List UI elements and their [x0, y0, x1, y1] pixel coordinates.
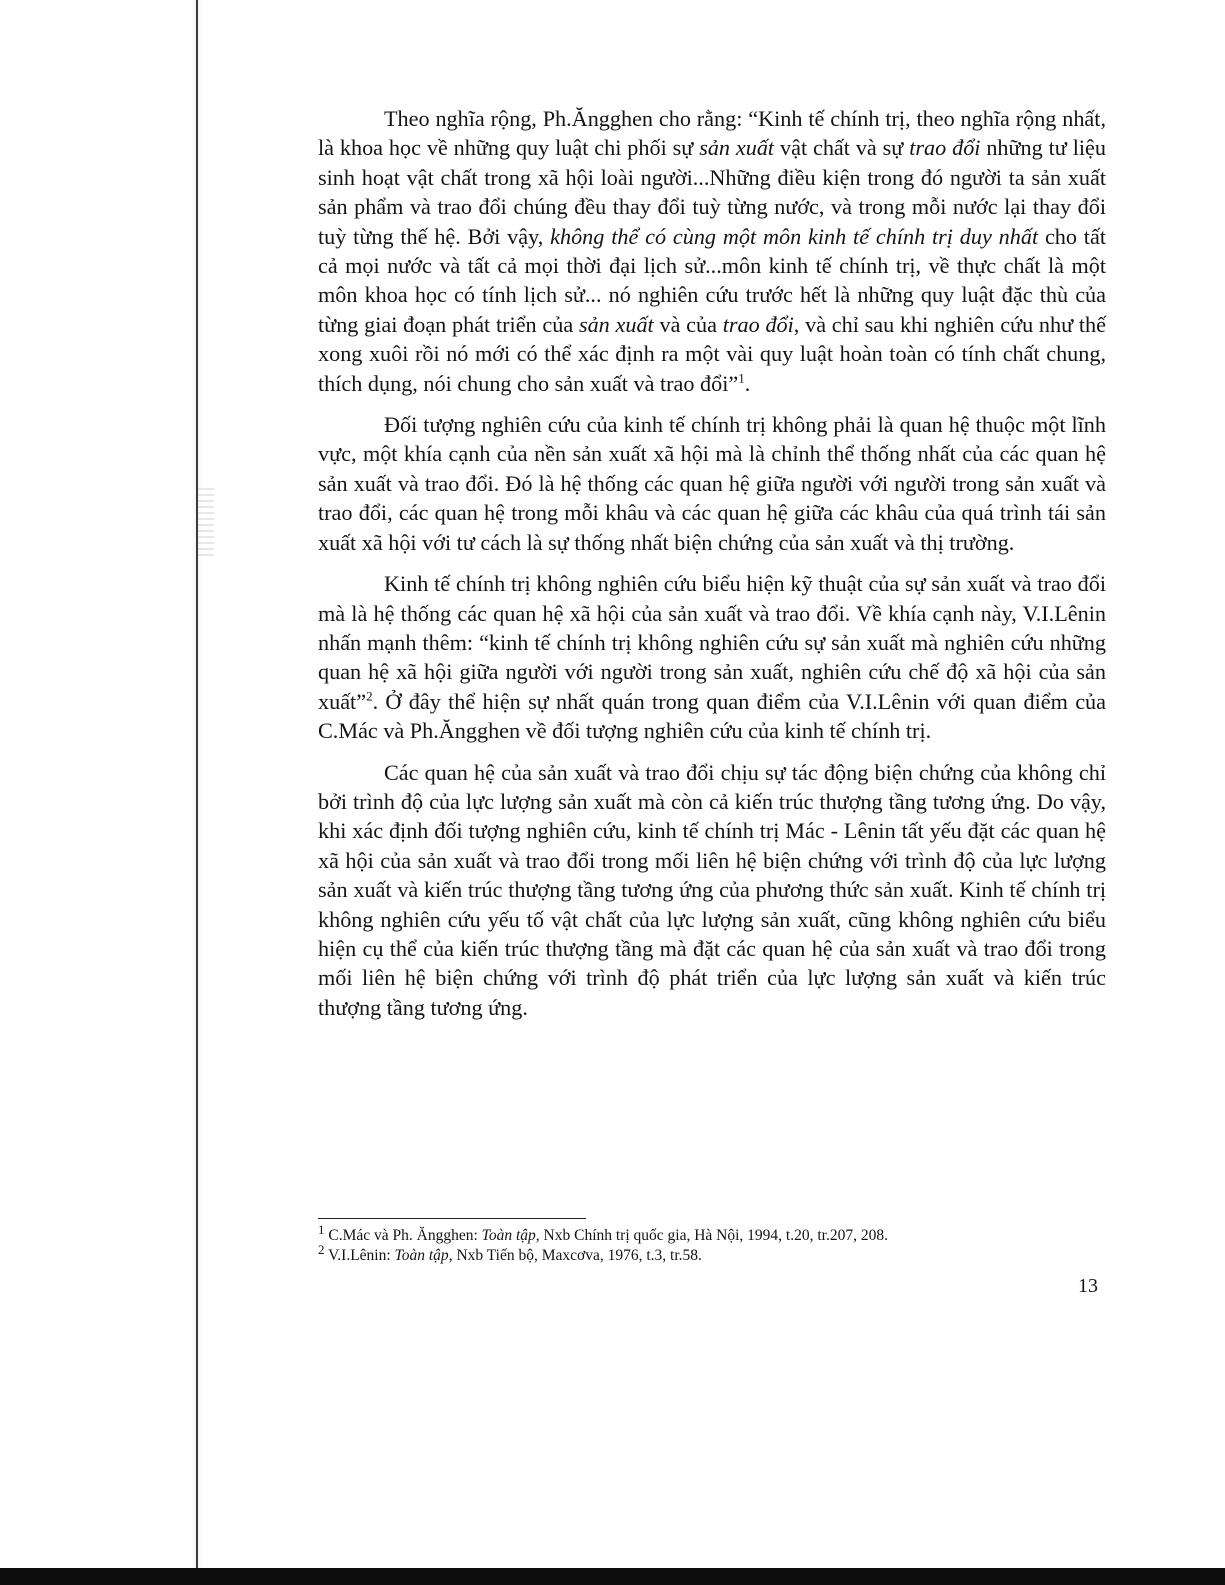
- footnote-text: , Nxb Tiến bộ, Maxcơva, 1976, t.3, tr.58.: [448, 1247, 702, 1264]
- paragraph-text: những tư liệu sinh hoạt vật chất trong xã hội loài người...Những điều kiện trong đó người ta sản xuất sản phẩm và trao đổi chúng đều thay đổi tuỳ từng nước, và trong mỗi nước lại thay đổi tuỳ từng thế hệ. Bởi vậy,: [318, 135, 1106, 249]
- paragraph-text: Kinh tế chính trị không nghiên cứu biểu hiện kỹ thuật của sự sản xuất và trao đổi mà là hệ thống các quan hệ xã hội của sản xuất và trao đổi. Về khía cạnh này, V.I.Lênin nhấn mạnh thêm: “kinh tế chính trị không nghiên cứu sự sản xuất mà nghiên cứu những quan hệ xã hội giữa người với người trong sản xuất, nghiên cứu chế độ xã hội của sản xuất”: [318, 571, 1106, 714]
- footnotes: [318, 1221, 1106, 1266]
- footnote-text: C.Mác và Ph. Ăngghen:: [324, 1227, 482, 1244]
- paragraph-text: , và chỉ sau khi nghiên cứu như thế xong xuôi rồi nó mới có thể xác định ra một vài quy luật hoàn toàn có tính chất chung, thích dụng, nói chung cho sản xuất và trao đổi”: [318, 311, 1106, 396]
- scan-artifact: [198, 488, 214, 558]
- paragraph: [318, 569, 1106, 745]
- page-number: 13: [1078, 1275, 1098, 1297]
- footnote-text: V.I.Lênin:: [324, 1247, 395, 1264]
- paragraph-text: và của: [653, 311, 723, 337]
- footnote-italic-text: Toàn tập: [394, 1247, 449, 1264]
- footnote-italic-text: Toàn tập,: [481, 1227, 540, 1244]
- scan-bottom-border: [0, 1568, 1225, 1585]
- paragraph-text: . Ở đây thể hiện sự nhất quán trong quan điểm của V.I.Lênin với quan điểm của C.Mác và Ph.Ăngghen về đối tượng nghiên cứu của kinh tế chính trị.: [318, 688, 1106, 744]
- book-spine-edge: [196, 0, 198, 1585]
- scan-margin-left: [0, 0, 204, 1585]
- paragraph: [318, 104, 1106, 398]
- footnote-ref: 1: [738, 370, 745, 386]
- main-text: [318, 104, 1106, 1034]
- paragraph-text: .: [744, 370, 751, 396]
- footnote-text: Nxb Chính trị quốc gia, Hà Nội, 1994, t.20, tr.207, 208.: [539, 1227, 888, 1244]
- footnote-1: [318, 1221, 1106, 1246]
- paragraph-text: Theo nghĩa rộng, Ph.Ăngghen cho rằng: “Kinh tế chính trị, theo nghĩa rộng nhất, là khoa học về những quy luật chi phối sự: [318, 106, 1106, 161]
- paragraph-italic-text: sản xuất: [578, 311, 654, 337]
- paragraph-text: cho tất cả mọi nước và tất cả mọi thời đại lịch sử...môn kinh tế chính trị, về thực chất là một môn khoa học có tính lịch sử... nó nghiên cứu trước hết là những quy luật đặc thù của từng giai đoạn phát triển của: [318, 223, 1106, 337]
- paragraph: [318, 758, 1106, 1023]
- footnote-mark: 2: [318, 1241, 325, 1257]
- paragraph-text: Đối tượng nghiên cứu của kinh tế chính trị không phải là quan hệ thuộc một lĩnh vực, một khía cạnh của nền sản xuất xã hội mà là chỉnh thể thống nhất của các quan hệ sản xuất và trao đổi. Đó là hệ thống các quan hệ giữa người với người trong sản xuất và trao đổi, các quan hệ trong mỗi khâu và các quan hệ giữa các khâu của quá trình tái sản xuất xã hội với tư cách là sự thống nhất biện chứng của sản xuất và thị trường.: [318, 412, 1106, 555]
- paragraph-italic-text: sản xuất: [699, 135, 775, 161]
- footnote-ref: 2: [366, 688, 373, 704]
- paragraph-text: Các quan hệ của sản xuất và trao đổi chịu sự tác động biện chứng của không chỉ bởi trình độ của lực lượng sản xuất mà còn cả kiến trúc thượng tầng tương ứng. Do vậy, khi xác định đối tượng nghiên cứu, kinh tế chính trị Mác - Lênin tất yếu đặt các quan hệ xã hội của sản xuất và trao đổi trong mối liên hệ biện chứng với trình độ của lực lượng sản xuất và kiến trúc thượng tầng tương ứng của phương thức sản xuất. Kinh tế chính trị không nghiên cứu yếu tố vật chất của lực lượng sản xuất, cũng không nghiên cứu biểu hiện cụ thể của kiến trúc thượng tầng mà đặt các quan hệ của sản xuất và trao đổi trong mối liên hệ biện chứng với trình độ phát triển của lực lượng sản xuất và kiến trúc thượng tầng tương ứng.: [318, 759, 1106, 1020]
- footnote-mark: 1: [318, 1221, 325, 1237]
- paragraph-italic-text: không thể có cùng một môn kinh tế chính trị duy nhất: [550, 223, 1039, 249]
- paragraph-italic-text: trao đổi: [722, 311, 794, 337]
- paragraph-text: vật chất và sự: [774, 135, 910, 161]
- paragraph-italic-text: trao đổi: [909, 135, 981, 161]
- footnote-2: [318, 1241, 1106, 1266]
- paragraph: [318, 410, 1106, 557]
- footnote-separator: [318, 1218, 586, 1219]
